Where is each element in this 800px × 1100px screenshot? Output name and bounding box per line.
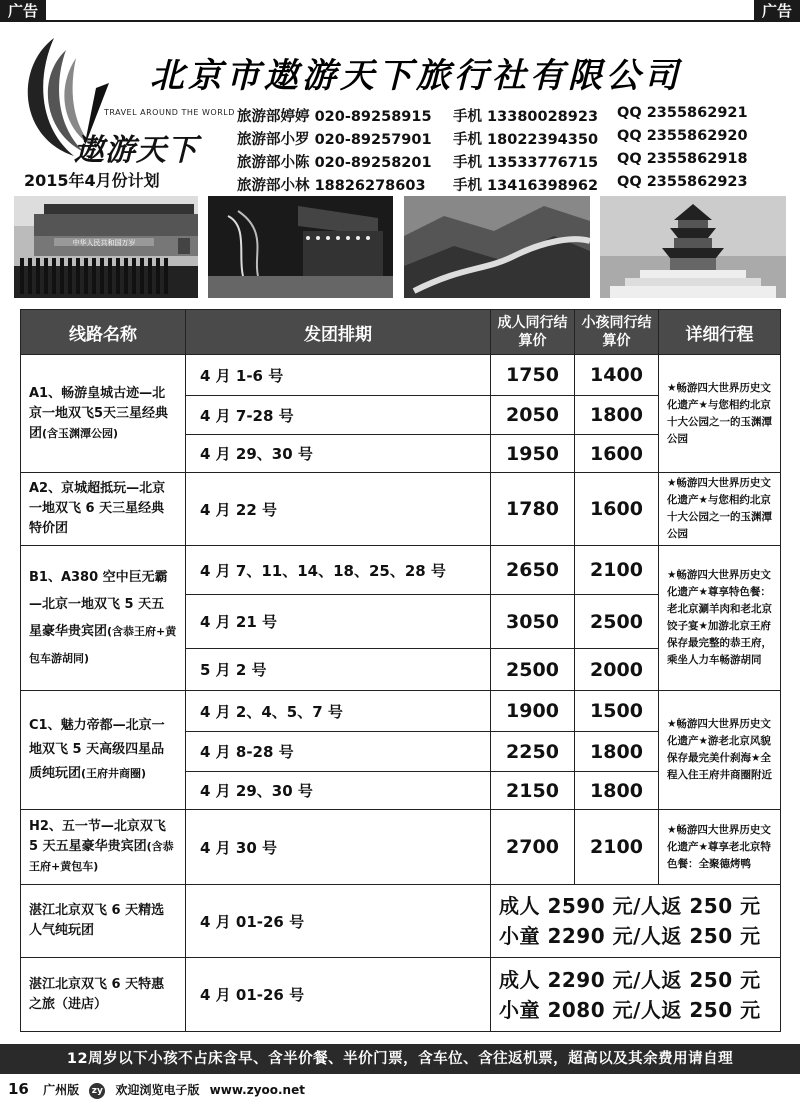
contact-mobile: 手机 13380028923 xyxy=(453,109,599,125)
child-price: 1400 xyxy=(575,355,659,396)
child-price: 1600 xyxy=(575,435,659,473)
photo-temple-of-heaven xyxy=(600,196,786,298)
route-detail-b1: ★畅游四大世界历史文化遗产★尊享特色餐：老北京涮羊肉和老北京饺子宴★加游北京王府保存最完整的恭王府，乘坐人力车畅游胡同 xyxy=(659,546,781,691)
child-price: 1500 xyxy=(575,691,659,732)
adult-price: 1780 xyxy=(491,473,575,546)
adult-price: 2250 xyxy=(491,732,575,772)
contact-mobile: 手机 13533776715 xyxy=(453,155,599,171)
departure-date: 4 月 8-28 号 xyxy=(186,732,491,772)
departure-date: 4 月 7、11、14、18、25、28 号 xyxy=(186,546,491,595)
header-adult-price: 成人同行结算价 xyxy=(491,310,575,355)
contact-dept-tel: 旅游部小罗 020-89257901 xyxy=(237,132,432,148)
contact-mobile: 手机 13416398962 xyxy=(453,178,599,194)
page-number: 16 xyxy=(8,1080,29,1098)
departure-date: 4 月 7-28 号 xyxy=(186,396,491,435)
route-special-1: 湛江北京双飞 6 天精选人气纯玩团 xyxy=(21,885,186,958)
plan-title: 2015年4月份计划 xyxy=(24,171,160,190)
departure-date: 4 月 30 号 xyxy=(186,810,491,885)
header-route: 线路名称 xyxy=(21,310,186,355)
table-row xyxy=(21,958,781,1032)
route-detail-a2: ★畅游四大世界历史文化遗产★与您相约北京十大公园之一的玉渊潭公园 xyxy=(659,473,781,546)
adult-price: 3050 xyxy=(491,595,575,649)
special-price-2: 成人 2290 元/人返 250 元 小童 2080 元/人返 250 元 xyxy=(491,958,781,1032)
contact-qq: QQ 2355862918 xyxy=(617,151,748,167)
adult-price: 2700 xyxy=(491,810,575,885)
contact-mobile: 手机 18022394350 xyxy=(453,132,599,148)
contact-qq: QQ 2355862921 xyxy=(617,105,748,121)
contact-qq: QQ 2355862920 xyxy=(617,128,748,144)
departure-date: 4 月 2、4、5、7 号 xyxy=(186,691,491,732)
contact-dept-tel: 旅游部小林 18826278603 xyxy=(237,178,426,194)
price-table xyxy=(20,309,781,1032)
child-price: 1800 xyxy=(575,732,659,772)
departure-date: 4 月 29、30 号 xyxy=(186,435,491,473)
footer-text: 欢迎浏览电子版 xyxy=(115,1083,200,1097)
photo-tiananmen xyxy=(14,196,198,298)
route-detail-a1: ★畅游四大世界历史文化遗产★与您相约北京十大公园之一的玉渊潭公园 xyxy=(659,355,781,473)
departure-date: 4 月 21 号 xyxy=(186,595,491,649)
child-policy-notice: 12周岁以下小孩不占床含早、含半价餐、半价门票，含车位、含往返机票，超高以及其余费用请自理 xyxy=(0,1044,800,1074)
route-c1: C1、魅力帝都—北京一地双飞 5 天高级四星品质纯玩团(王府井商圈) xyxy=(21,691,186,810)
departure-date: 4 月 22 号 xyxy=(186,473,491,546)
route-detail-c1: ★畅游四大世界历史文化遗产★游老北京风貌保存最完美什刹海★全程入住王府井商圈附近 xyxy=(659,691,781,810)
contact-dept-tel: 旅游部婷婷 020-89258915 xyxy=(237,109,432,125)
ad-label-right: 广告 xyxy=(754,0,800,22)
route-b1: B1、A380 空中巨无霸—北京一地双飞 5 天五星豪华贵宾团(含恭王府+黄包车游胡同) xyxy=(21,546,186,691)
table-row xyxy=(21,885,781,958)
tiananmen-banner: 中华人民共和国万岁 xyxy=(72,239,136,247)
top-rule xyxy=(0,20,800,22)
website-link[interactable]: www.zyoo.net xyxy=(209,1083,305,1097)
child-price: 2100 xyxy=(575,546,659,595)
adult-price: 2150 xyxy=(491,772,575,810)
zyoo-logo-icon: zy xyxy=(89,1083,105,1099)
child-price: 1800 xyxy=(575,396,659,435)
child-price: 2100 xyxy=(575,810,659,885)
table-row xyxy=(21,691,781,732)
route-a1: A1、畅游皇城古迹—北京一地双飞5天三星经典团(含玉渊潭公园) xyxy=(21,355,186,473)
adult-price: 2050 xyxy=(491,396,575,435)
table-row xyxy=(21,355,781,396)
adult-price: 2650 xyxy=(491,546,575,595)
contact-dept-tel: 旅游部小陈 020-89258201 xyxy=(237,155,432,171)
child-price: 2000 xyxy=(575,649,659,691)
departure-date: 4 月 29、30 号 xyxy=(186,772,491,810)
route-a2: A2、京城超抵玩—北京一地双飞 6 天三星经典特价团 xyxy=(21,473,186,546)
route-h2: H2、五一节—北京双飞 5 天五星豪华贵宾团(含恭王府+黄包车) xyxy=(21,810,186,885)
header-dates: 发团排期 xyxy=(186,310,491,355)
adult-price: 1950 xyxy=(491,435,575,473)
company-name: 北京市遨游天下旅行社有限公司 xyxy=(150,56,682,96)
route-special-2: 湛江北京双飞 6 天特惠之旅（进店） xyxy=(21,958,186,1032)
edition-label: 广州版 xyxy=(43,1083,80,1097)
ad-label-left: 广告 xyxy=(0,0,46,22)
table-row xyxy=(21,810,781,885)
child-price: 2500 xyxy=(575,595,659,649)
child-price: 1600 xyxy=(575,473,659,546)
logo-tagline: TRAVEL AROUND THE WORLD xyxy=(104,108,235,117)
photo-great-wall xyxy=(404,196,590,298)
photo-qianmen-street xyxy=(208,196,393,298)
header-detail: 详细行程 xyxy=(659,310,781,355)
table-row xyxy=(21,473,781,546)
page-footer xyxy=(8,1080,311,1099)
child-price: 1800 xyxy=(575,772,659,810)
adult-price: 1900 xyxy=(491,691,575,732)
header-child-price: 小孩同行结算价 xyxy=(575,310,659,355)
departure-date: 4 月 01-26 号 xyxy=(186,958,491,1032)
departure-date: 4 月 1-6 号 xyxy=(186,355,491,396)
route-detail-h2: ★畅游四大世界历史文化遗产★尊享老北京特色餐：全聚德烤鸭 xyxy=(659,810,781,885)
contact-qq: QQ 2355862923 xyxy=(617,174,748,190)
adult-price: 2500 xyxy=(491,649,575,691)
table-row xyxy=(21,546,781,595)
departure-date: 5 月 2 号 xyxy=(186,649,491,691)
departure-date: 4 月 01-26 号 xyxy=(186,885,491,958)
special-price-1: 成人 2590 元/人返 250 元 小童 2290 元/人返 250 元 xyxy=(491,885,781,958)
logo-name: 遨游天下 xyxy=(74,133,198,168)
adult-price: 1750 xyxy=(491,355,575,396)
